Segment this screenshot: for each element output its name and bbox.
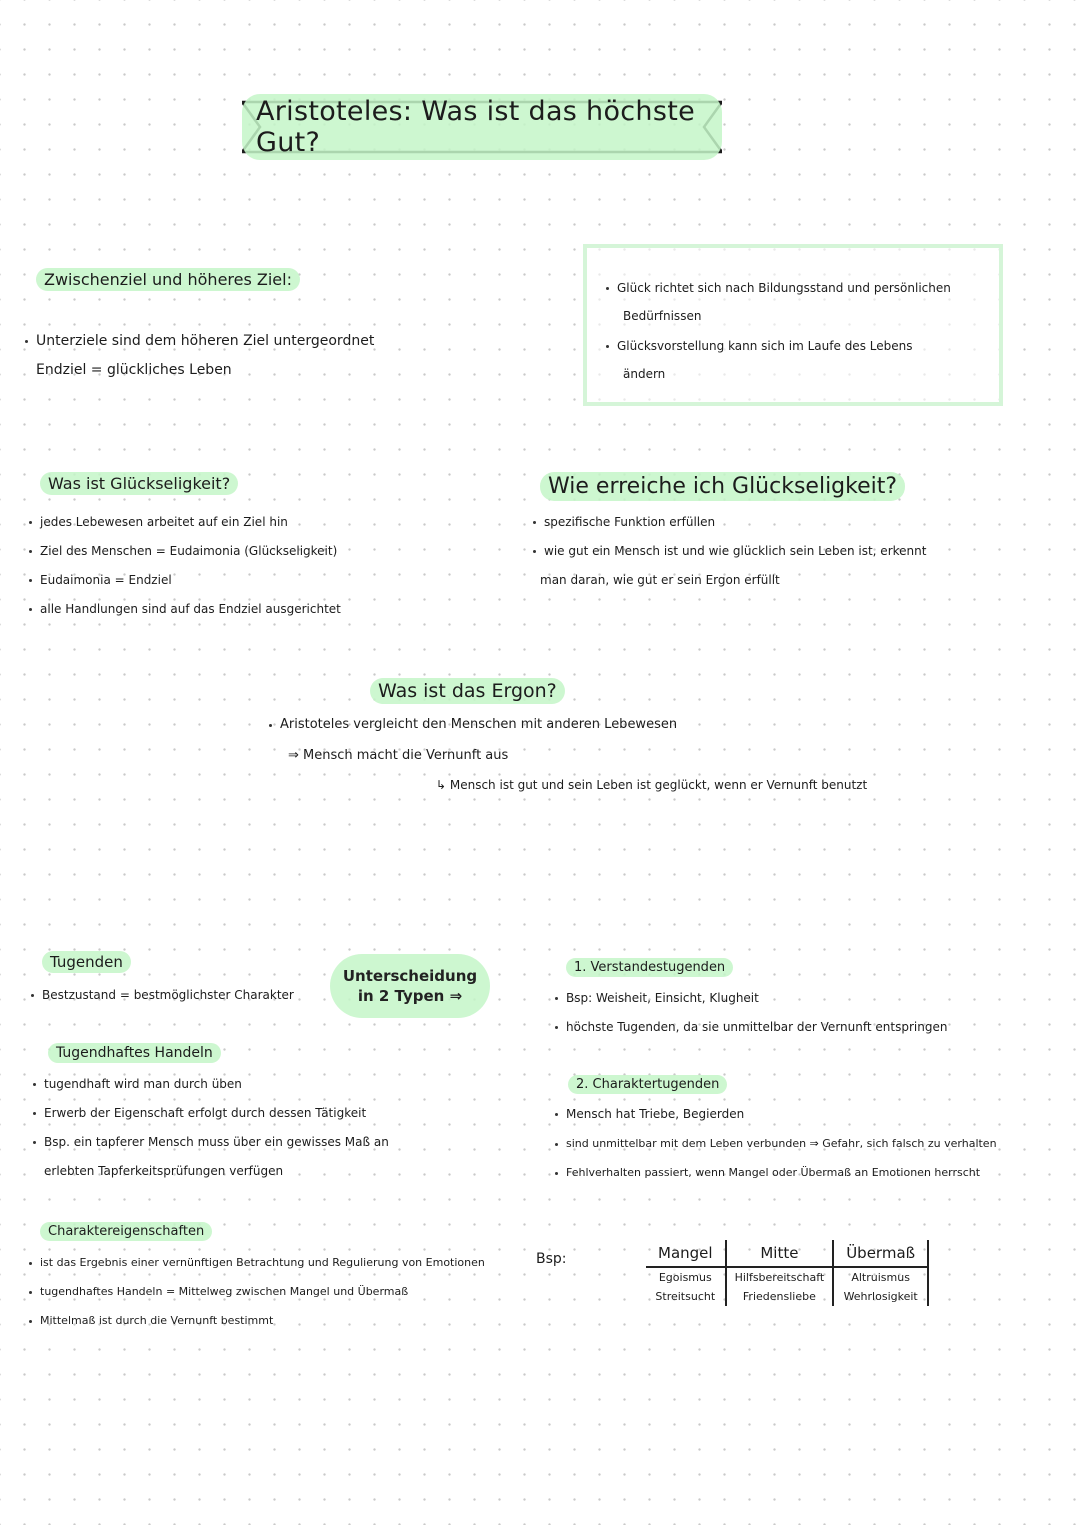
glueck-line-3: Glücksvorstellung kann sich im Laufe des Lebens <box>617 339 913 353</box>
zwischenziel-line-1: Unterziele sind dem höheren Ziel untergeordnet <box>36 333 375 349</box>
charaktereigenschaften-line-1: ist das Ergebnis einer vernünftigen Betrachtung und Regulierung von Emotionen <box>40 1256 485 1269</box>
section-charaktereigenschaften <box>40 1220 212 1240</box>
tugendhaftes-handeln-heading: Tugendhaftes Handeln <box>48 1043 221 1063</box>
table-row <box>646 1287 928 1306</box>
zwischenziel-heading: Zwischenziel und höheres Ziel: <box>36 268 300 291</box>
charaktereigenschaften-heading: Charaktereigenschaften <box>40 1222 212 1241</box>
unterscheidung-badge <box>330 954 490 1018</box>
was-ist-glueck-line-3: Eudaimonia = Endziel <box>40 573 172 587</box>
table-cell: Streitsucht <box>646 1287 726 1306</box>
charaktertugenden-line-3: Fehlverhalten passiert, wenn Mangel oder Übermaß an Emotionen herrscht <box>566 1166 981 1179</box>
charaktereigenschaften-line-2: tugendhaftes Handeln = Mittelweg zwischen Mangel und Übermaß <box>40 1285 409 1298</box>
charaktertugenden-line-1: Mensch hat Triebe, Begierden <box>566 1107 745 1121</box>
tugenden-line: Bestzustand = bestmöglichster Charakter <box>42 988 294 1002</box>
zwischenziel-line-2: Endziel = glückliches Leben <box>36 362 232 378</box>
wie-erreiche-line-3: man daran, wie gut er sein Ergon erfüllt <box>540 573 780 587</box>
table-cell: Altruismus <box>833 1267 928 1287</box>
beispiel-label: Bsp: <box>536 1251 567 1267</box>
ergon-line-3: ↳ Mensch ist gut und sein Leben ist geglückt, wenn er Vernunft benutzt <box>436 778 868 792</box>
wie-erreiche-line-1: spezifische Funktion erfüllen <box>544 515 716 529</box>
wie-erreiche-heading: Wie erreiche ich Glückseligkeit? <box>540 472 905 501</box>
tugenden-heading: Tugenden <box>42 951 131 973</box>
page-title: Aristoteles: Was ist das höchste Gut? <box>242 94 722 160</box>
charaktereigenschaften-line-3: Mittelmaß ist durch die Vernunft bestimmt <box>40 1314 274 1327</box>
was-ist-glueck-line-4: alle Handlungen sind auf das Endziel ausgerichtet <box>40 602 341 616</box>
section-tugenden <box>42 952 131 971</box>
ergon-line-2: ⇒ Mensch macht die Vernunft aus <box>288 748 509 763</box>
section-wie-erreiche <box>540 474 905 499</box>
table-header-mangel: Mangel <box>646 1240 726 1267</box>
unterscheidung-line-1: Unterscheidung <box>342 967 478 985</box>
beispiel-table <box>646 1240 929 1306</box>
section-verstandestugenden <box>566 956 733 975</box>
title-banner <box>242 96 722 158</box>
verstandestugenden-heading: 1. Verstandestugenden <box>566 958 733 977</box>
verstandestugenden-line-1: Bsp: Weisheit, Einsicht, Klugheit <box>566 991 759 1005</box>
was-ist-glueck-line-1: jedes Lebewesen arbeitet auf ein Ziel hin <box>40 515 288 529</box>
glueck-line-2: Bedürfnissen <box>623 309 702 323</box>
table-cell: Egoismus <box>646 1267 726 1287</box>
charaktertugenden-line-2: sind unmittelbar mit dem Leben verbunden ⇒ Gefahr, sich falsch zu verhalten <box>566 1137 997 1150</box>
ergon-line-1: Aristoteles vergleicht den Menschen mit anderen Lebewesen <box>280 717 678 732</box>
glueck-line-4: ändern <box>623 367 666 381</box>
tugendhaftes-handeln-line-3: Bsp. ein tapferer Mensch muss über ein gewisses Maß an <box>44 1135 389 1149</box>
tugendhaftes-handeln-line-1: tugendhaft wird man durch üben <box>44 1077 242 1091</box>
glueck-line-1: Glück richtet sich nach Bildungsstand und persönlichen <box>617 281 951 295</box>
table-row <box>646 1267 928 1287</box>
charaktertugenden-heading: 2. Charaktertugenden <box>568 1075 727 1094</box>
verstandestugenden-line-2: höchste Tugenden, da sie unmittelbar der Vernunft entspringen <box>566 1020 948 1034</box>
table-cell: Hilfsbereitschaft <box>726 1267 834 1287</box>
ergon-heading: Was ist das Ergon? <box>370 678 565 704</box>
tugendhaftes-handeln-line-4: erlebten Tapferkeitsprüfungen verfügen <box>44 1164 284 1178</box>
section-was-ist-glueck <box>40 474 238 493</box>
glueck-box <box>583 244 1003 406</box>
table-cell: Wehrlosigkeit <box>833 1287 928 1306</box>
tugendhaftes-handeln-line-2: Erwerb der Eigenschaft erfolgt durch dessen Tätigkeit <box>44 1106 367 1120</box>
was-ist-glueck-line-2: Ziel des Menschen = Eudaimonia (Glückseligkeit) <box>40 544 338 558</box>
section-zwischenziel <box>36 270 300 289</box>
was-ist-glueck-heading: Was ist Glückseligkeit? <box>40 472 238 495</box>
section-tugendhaftes-handeln <box>48 1042 221 1061</box>
table-cell: Friedensliebe <box>726 1287 834 1306</box>
table-header-uebermass: Übermaß <box>833 1240 928 1267</box>
unterscheidung-line-2: in 2 Typen ⇒ <box>357 987 463 1005</box>
table-header-mitte: Mitte <box>726 1240 834 1267</box>
section-ergon <box>370 680 565 702</box>
wie-erreiche-line-2: wie gut ein Mensch ist und wie glücklich sein Leben ist, erkennt <box>544 544 927 558</box>
section-charaktertugenden <box>568 1073 727 1092</box>
beispiel-table-wrap <box>646 1240 929 1306</box>
